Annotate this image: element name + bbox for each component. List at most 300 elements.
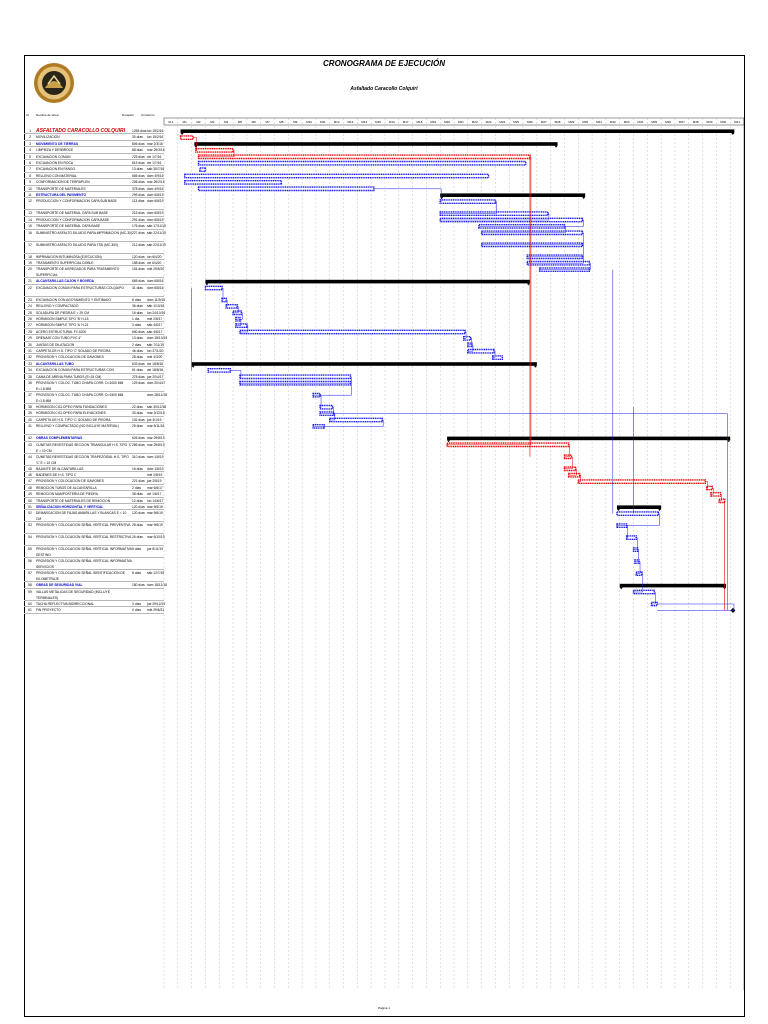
- task-name: LIMPIEZA Y DESBROCE: [36, 148, 74, 153]
- task-id: 16: [28, 230, 32, 235]
- task-duration: 665 días: [132, 173, 145, 178]
- task-id: 48: [28, 485, 32, 490]
- task-start: dom 6/8/16: [147, 279, 164, 284]
- task-duration: 806 días: [132, 141, 145, 146]
- task-duration: 88 días: [132, 148, 143, 153]
- task-id: 33: [28, 361, 32, 366]
- task-name: TRANSPORTE DE MATERIAL CAPA SUB BASE: [36, 211, 108, 216]
- task-id: 37: [28, 393, 32, 397]
- task-duration: 619 días: [132, 161, 145, 165]
- month-label: M11: [319, 120, 326, 124]
- task-name: REMOCION TUBOS DE ALCANTARILLA: [36, 485, 97, 490]
- task-start: vie 18/8/16: [147, 368, 164, 373]
- task-name: ASFALTADO CARACOLLO COLQUIRI: [36, 128, 125, 134]
- task-duration: 28 días: [132, 355, 143, 360]
- task-name: VALLAS METALICAS DE SEGURIDAD (INCLUYE TERMINALES): [36, 589, 110, 600]
- task-name: ACERO ESTRUCTURAL FY-4200: [36, 329, 87, 334]
- month-label: M26: [527, 120, 533, 124]
- task-name: PROVISION Y COLOCACION DE GAVIONES: [36, 479, 104, 484]
- task-start: mar 2/3/16: [147, 141, 163, 146]
- dependency-link: [374, 189, 441, 202]
- summary-bar: [440, 193, 585, 197]
- task-start: dom 6/8/19: [147, 199, 164, 204]
- task-id: 30: [28, 342, 32, 347]
- month-label: M20: [444, 120, 451, 124]
- task-duration: 289 días: [132, 442, 145, 447]
- task-start: dom 6/8/19: [147, 193, 164, 197]
- task-bar: [196, 149, 233, 152]
- task-id: 10: [28, 186, 32, 191]
- task-id: 24: [28, 304, 32, 309]
- month-label: M35: [651, 120, 658, 124]
- month-label: M34: [637, 120, 644, 124]
- task-name: PROVISION Y COLOCACION SEÑAL IDENTIFICACION DE KILOMETRAJE: [36, 571, 125, 582]
- task-id: 47: [28, 479, 32, 484]
- task-id: 8: [29, 173, 31, 178]
- month-label: M4: [224, 120, 229, 124]
- task-name: RELLENO Y COMPACTADO: [36, 304, 79, 309]
- task-duration: 299 días: [132, 193, 145, 197]
- task-duration: 729 días: [132, 154, 145, 159]
- month-label: M6: [251, 120, 256, 124]
- summary-bar-end: [620, 587, 726, 589]
- task-id: 21: [28, 279, 32, 284]
- task-name: PROVISION Y COLOC. TUBO CHAPA CORR. D=1500 MM E=1.8 MM: [36, 393, 124, 403]
- task-id: 38: [28, 405, 32, 409]
- task-bar: [185, 174, 489, 177]
- month-label: M31: [596, 120, 602, 124]
- task-duration: 25 días: [132, 424, 143, 429]
- task-name: RELLENO CON MATERIAL: [36, 173, 77, 178]
- summary-bar: [181, 129, 735, 133]
- task-name: OBRAS DE SEGURIDAD VIAL: [36, 583, 83, 588]
- task-duration: 626 días: [132, 436, 145, 441]
- task-start: lun 6/4/20: [147, 254, 162, 259]
- task-bar: [240, 375, 350, 378]
- task-duration: 275 días: [132, 374, 145, 379]
- task-id: 14: [28, 217, 32, 222]
- task-duration: 120 días: [132, 254, 145, 259]
- task-duration: 650 días: [132, 329, 145, 334]
- task-bar: [199, 187, 374, 190]
- task-name: PRODUCCION Y CONFORMACION CAPA SUB BASE: [36, 199, 117, 204]
- task-id: 43: [28, 442, 32, 447]
- task-start: dom 4/9/16: [147, 173, 164, 178]
- task-id: 31: [28, 349, 32, 353]
- task-name: OBRAS COMPLEMENTARIAS: [36, 436, 83, 441]
- task-bar: [199, 155, 530, 158]
- task-duration: 22 días: [132, 405, 143, 409]
- month-label: M29: [568, 120, 575, 124]
- column-header-id: Id: [26, 113, 29, 117]
- task-duration: 665 días: [132, 279, 145, 284]
- task-name: TACHA REFLECTIVA BIDIRECCIONAL: [36, 601, 95, 606]
- task-id: 45: [28, 466, 32, 471]
- task-bar: [205, 286, 222, 289]
- task-name: SUMINISTRO ASFALTO DILUIDO PARA IMPRIMACION (MC-30): [36, 230, 132, 235]
- task-start: mar 29/8/19: [147, 436, 165, 441]
- month-label: M-1: [168, 120, 174, 124]
- task-duration: 120 días: [132, 511, 145, 516]
- task-duration: 291 días: [132, 217, 145, 222]
- task-name: PROVISION Y COLOCACION SEÑAL VERTICAL INFORMATIVA DESTINO: [36, 547, 132, 558]
- month-label: M32: [609, 120, 616, 124]
- task-bar: [226, 305, 237, 308]
- month-label: M18: [416, 120, 423, 124]
- task-id: 18: [28, 254, 32, 259]
- summary-bar: [192, 362, 537, 366]
- task-name: EXCAVACION COMUN PARA ESTRUCTURAS CON: [36, 368, 114, 373]
- task-id: 60: [28, 601, 32, 606]
- schedule-title: CRONOGRAMA DE EJECUCIÓN: [323, 59, 445, 68]
- task-id: 6: [29, 161, 31, 165]
- month-label: M9: [293, 120, 298, 124]
- task-start: dom 4/9/16: [147, 186, 164, 191]
- month-label: M24: [499, 120, 506, 124]
- task-start: sáb 22/11/19: [147, 242, 166, 247]
- task-duration: 227 días: [132, 230, 145, 235]
- task-duration: 13 días: [132, 336, 143, 341]
- summary-bar: [620, 584, 726, 588]
- task-bar: [320, 406, 332, 409]
- summary-bar-end: [194, 146, 557, 148]
- task-name: PRODUCCION Y CONFORMACION CAPA BASE: [36, 217, 110, 222]
- task-start: dom 18/11/18: [147, 583, 167, 588]
- task-start: mar 9/6/19: [147, 505, 163, 509]
- task-duration: 8 días: [132, 297, 141, 302]
- task-name: TRANSPORTE DE MATERIALES DE REMOCION: [36, 498, 111, 503]
- column-header-start: Comienzo: [141, 113, 155, 117]
- task-duration: 378 días: [132, 186, 145, 191]
- task-duration: 120 días: [132, 505, 145, 509]
- task-duration: 310 días: [132, 454, 145, 459]
- month-label: M23: [485, 120, 492, 124]
- task-name: SOLADURA DE PIEDRA E = 25 CM: [36, 310, 90, 315]
- task-id: 41: [28, 424, 32, 429]
- task-start: dom 20/4/17: [147, 381, 166, 385]
- month-label: M15: [375, 120, 381, 124]
- task-id: 7: [29, 167, 31, 172]
- task-start: sáb 4/6/17: [147, 323, 163, 328]
- task-duration: 1 día: [132, 317, 140, 321]
- task-id: 61: [28, 608, 32, 613]
- task-start: dom 1/8/19: [147, 454, 164, 459]
- task-name: HORMIGON CICLOPEO PARA FUNDACIONES: [36, 405, 107, 409]
- month-label: M14: [361, 120, 368, 124]
- task-duration: 26 días: [132, 535, 143, 540]
- summary-bar-end: [181, 133, 735, 135]
- month-label: M33: [623, 120, 630, 124]
- task-duration: 13 días: [132, 167, 143, 172]
- task-duration: 219 días: [132, 211, 145, 216]
- month-label: M30: [582, 120, 589, 124]
- task-name: CONFORMACION DE TERRAPLEN: [36, 180, 90, 185]
- month-label: M13: [347, 120, 354, 124]
- task-start: dom 6/8/19: [147, 211, 164, 216]
- task-start: sáb 12/7/19: [147, 571, 165, 576]
- task-start: jue 29/12/19: [147, 601, 166, 606]
- task-duration: 206 días: [132, 180, 145, 185]
- task-name: SEÑALIZACION HORIZONTAL Y VERTICAL: [36, 505, 104, 509]
- task-bar: [185, 181, 282, 184]
- task-id: 57: [28, 571, 32, 576]
- task-name: MOVIMIENTO DE TIERRAS: [36, 141, 79, 146]
- month-label: M10: [306, 120, 312, 124]
- month-label: M21: [457, 120, 464, 124]
- month-label: M37: [678, 120, 685, 124]
- task-start: vie 1/7/16: [147, 154, 162, 159]
- task-id: 3: [29, 141, 31, 146]
- task-bar: [208, 369, 230, 372]
- task-start: mar 3/12/18: [147, 411, 165, 416]
- summary-bar-end: [192, 366, 537, 368]
- task-id: 25: [28, 310, 32, 315]
- task-start: mié 29/6/21: [147, 608, 165, 613]
- task-name: EXCAVACION EN FANGO: [36, 167, 76, 172]
- task-start: sáb 17/11/19: [147, 224, 166, 229]
- task-id: 44: [28, 454, 32, 459]
- task-start: mar 29/3/16: [147, 148, 165, 153]
- task-start: sáb 22/11/19: [147, 230, 166, 235]
- task-name: IMPRIMACION BITUMINOSA (EJECUCION): [36, 254, 102, 259]
- task-id: 52: [28, 511, 32, 516]
- month-label: M7: [265, 120, 270, 124]
- summary-bar-end: [205, 283, 530, 285]
- task-duration: 31 días: [132, 285, 143, 290]
- task-duration: 212 días: [132, 242, 145, 247]
- task-name: EXCAVACION COMUN PARA ESTRUCTURAS COLQUIPO: [36, 285, 124, 290]
- page-number: Página 1: [378, 1006, 390, 1010]
- task-name: ALCANTARILLAS CAJON Y BOVEDA: [36, 279, 95, 284]
- task-name: HORMIGON SIMPLE TIPO 'B' H-15: [36, 317, 89, 321]
- task-id: 32: [28, 355, 32, 360]
- task-id: 36: [28, 381, 32, 385]
- task-duration: 113 días: [132, 199, 145, 204]
- task-name: DEMARCACION DE FAJAS AMARILLAS Y BLANCAS E = 10 CM: [36, 511, 127, 522]
- column-header-name: Nombre de tarea: [36, 113, 59, 117]
- task-bar: [181, 136, 193, 139]
- month-label: M28: [554, 120, 561, 124]
- task-bar: [627, 536, 637, 539]
- task-id: 40: [28, 417, 32, 422]
- task-id: 49: [28, 492, 32, 497]
- task-start: mié 29/5/20: [147, 267, 165, 272]
- task-bar: [440, 200, 495, 203]
- month-label: M3: [210, 120, 215, 124]
- task-start: dom 6/8/19: [147, 217, 164, 222]
- task-start: mié 2/6/17: [147, 317, 163, 321]
- task-name: PROVISION Y COLOCACION DE GAVIONES: [36, 355, 104, 360]
- month-label: M25: [513, 120, 520, 124]
- task-id: 58: [28, 583, 32, 588]
- task-id: 51: [28, 505, 32, 509]
- task-duration: 633 días: [132, 361, 145, 366]
- task-name: HORMIGON CICLOPEO PARA ELEVACIONES: [36, 411, 106, 416]
- task-start: mar 6/6/17: [147, 485, 163, 490]
- task-duration: 30 días: [132, 411, 143, 416]
- task-duration: 61 días: [132, 368, 143, 373]
- task-name: EXCAVACION EN ROCA: [36, 161, 74, 165]
- task-bar: [240, 330, 465, 333]
- task-name: CAMA DE ARENA PARA TUBOS (E=15 CM): [36, 374, 102, 379]
- task-id: 56: [28, 559, 32, 564]
- task-name: EXCAVACION CON AGOTAMIENTO Y ENTIBADO: [36, 297, 111, 302]
- task-name: CARPETA DE H.S. TIPO 'C' SOLADO DE PIEDRA: [36, 417, 111, 422]
- task-id: 13: [28, 211, 32, 216]
- task-id: 4: [29, 148, 31, 153]
- task-start: vie 1/8/17: [147, 492, 162, 497]
- task-id: 12: [28, 199, 32, 204]
- task-name: BAJANTE DE ALCANTARILLAS: [36, 466, 84, 471]
- summary-bar: [447, 437, 730, 441]
- task-duration: 102 días: [132, 417, 145, 422]
- task-bar: [200, 168, 206, 171]
- task-duration: 5 días: [132, 547, 141, 552]
- month-label: M36: [665, 120, 671, 124]
- task-name: MOVILIZACIÓN: [36, 135, 60, 140]
- task-name: PROVISION Y COLOCACION SEÑAL VERTICAL PREVENTIVA: [36, 523, 131, 528]
- task-start: mar 9/6/19: [147, 523, 163, 528]
- task-duration: 176 días: [132, 224, 145, 229]
- task-start: dom 6/8/16: [147, 285, 164, 290]
- task-name: REMOCION MAMPOSTERIA DE PIEDRA: [36, 492, 98, 497]
- task-start: mié 2/8/19: [147, 473, 163, 477]
- task-bar: [617, 512, 658, 515]
- summary-bar-end: [447, 440, 730, 442]
- task-name: CUNETAS REVESTIDAS SECCION TRIANGULAR H.S. TIPO 'C' E = 10 CM: [36, 442, 132, 453]
- summary-bar: [194, 142, 557, 146]
- task-start: mar 9/6/19: [147, 511, 163, 516]
- month-label: M5: [237, 120, 243, 124]
- task-start: sáb 30/7/16: [147, 167, 165, 172]
- month-label: M2: [196, 120, 201, 124]
- task-start: mié 4/3/20: [147, 355, 163, 360]
- task-duration: 129 días: [132, 381, 145, 385]
- task-name: CARPETA DE H.S. TIPO 'C' SOLADO DE PIEDRA: [36, 349, 111, 353]
- task-start: vie 18/8/16: [147, 361, 164, 366]
- task-id: 34: [28, 368, 32, 373]
- task-start: lun 24/10/16: [147, 310, 166, 315]
- task-name: PROVISION Y COLOCACION SEÑAL VERTICAL INFORMATIVA SERVICIOS: [36, 559, 132, 570]
- task-duration: 16 días: [132, 310, 143, 315]
- month-label: M38: [692, 120, 699, 124]
- task-duration: 38 días: [132, 492, 143, 497]
- month-label: M19: [430, 120, 437, 124]
- task-id: 26: [28, 317, 32, 321]
- task-name: TRANSPORTE DE AGREGADOS PARA TRATAMIENTO SUPERFICIAL: [36, 267, 120, 278]
- task-duration: 16 días: [132, 466, 143, 471]
- task-duration: 104 días: [132, 267, 145, 272]
- summary-bar-end: [617, 509, 661, 511]
- month-label: M17: [402, 120, 409, 124]
- task-start: lun 15/2/16: [147, 129, 164, 133]
- task-start: mar 25/2/16: [147, 180, 165, 185]
- task-name: PROVISION Y COLOC. TUBO CHAPA CORR. D=1000 MM E=1.8 MM: [36, 381, 124, 391]
- task-start: jue 20/4/17: [147, 374, 164, 379]
- task-duration: 221 días: [132, 479, 145, 484]
- task-id: 5: [29, 154, 31, 159]
- task-id: 1: [29, 129, 31, 133]
- task-duration: 2 días: [132, 342, 141, 347]
- task-id: 54: [28, 535, 32, 540]
- month-label: M41: [734, 120, 741, 124]
- task-duration: 2 días: [132, 485, 141, 490]
- task-id: 15: [28, 224, 32, 229]
- task-id: 46: [28, 473, 32, 477]
- task-name: BADENES DE H.S. TIPO C: [36, 473, 77, 477]
- task-duration: 1265 días: [132, 129, 147, 133]
- task-name: ALCANTARILLAS TUBO: [36, 361, 74, 366]
- task-duration: 30 días: [132, 135, 143, 140]
- task-id: 42: [28, 436, 32, 441]
- task-duration: 36 días: [132, 304, 143, 309]
- month-label: M16: [388, 120, 395, 124]
- task-name: EXCAVACION COMUN: [36, 154, 71, 159]
- column-header-duration: Duración: [122, 113, 135, 117]
- task-duration: 28 días: [132, 523, 143, 528]
- task-start: dom 1/8/19: [147, 466, 164, 471]
- task-start: sáb 30/12/18: [147, 405, 167, 409]
- task-name: PROVISION Y COLOCACION SEÑAL VERTICAL RESTRICTIVA: [36, 535, 132, 540]
- month-label: M8: [279, 120, 284, 124]
- task-start: vie 6/4/20: [147, 261, 162, 265]
- task-bar: [578, 480, 705, 483]
- task-name: HORMIGON SIMPLE TIPO 'A' H-21: [36, 323, 89, 328]
- project-subtitle: Asfaltado Caracollo Colquiri: [350, 86, 418, 92]
- task-name: JUNTAS DE DILATACION: [36, 342, 75, 347]
- task-duration: 180 días: [132, 583, 145, 588]
- task-id: 35: [28, 374, 32, 379]
- task-start: jue 3/1/19: [147, 417, 162, 422]
- summary-bar: [205, 280, 530, 284]
- task-id: 19: [28, 261, 32, 265]
- task-name: TRANSPORTE DE MATERIAL CAPA BASE: [36, 224, 101, 229]
- task-id: 22: [28, 285, 32, 290]
- task-start: lun 27/1/20: [147, 349, 164, 353]
- task-name: RELLENO Y COMPACTADO (NO INCLUYE MATERIAL): [36, 424, 119, 429]
- task-start: jue 6/11/19: [147, 547, 164, 552]
- dependency-link: [634, 574, 643, 592]
- task-duration: 12 días: [132, 498, 143, 503]
- task-start: lun 14/6/17: [147, 498, 164, 503]
- task-id: 27: [28, 323, 32, 328]
- task-start: sáb 7/11/19: [147, 342, 164, 347]
- task-name: CUNETAS REVESTIDAS SECCION TRAPEZOIDAL H.S. TIPO 'C' E = 10 CM: [36, 454, 129, 465]
- task-start: mar 6/10/19: [147, 535, 165, 540]
- task-start: lun 15/2/16: [147, 135, 164, 140]
- task-duration: 3 días: [132, 323, 141, 328]
- task-start: jue 2/8/19: [147, 479, 162, 484]
- task-duration: 0 días: [132, 608, 141, 613]
- task-id: 53: [28, 523, 32, 528]
- task-bar: [330, 418, 382, 421]
- task-start: dom 11/9/16: [147, 297, 166, 302]
- summary-bar: [617, 505, 661, 509]
- month-label: M12: [333, 120, 340, 124]
- task-start: sáb 1/10/16: [147, 304, 165, 309]
- task-name: ESTRUCTURA DEL PAVIMENTO: [36, 193, 87, 197]
- task-name: FIN PROYECTO: [36, 608, 61, 613]
- task-start: mar 29/8/19: [147, 442, 165, 447]
- month-label: M39: [706, 120, 713, 124]
- task-id: 20: [28, 267, 32, 272]
- task-duration: 6 días: [132, 571, 141, 576]
- dependency-link: [657, 604, 734, 610]
- task-name: TRANSPORTE DE MATERIALES: [36, 186, 86, 191]
- task-bar: [199, 162, 526, 165]
- task-id: 39: [28, 411, 32, 416]
- task-name: DRENAJE CON TUBO PVC 4": [36, 336, 82, 341]
